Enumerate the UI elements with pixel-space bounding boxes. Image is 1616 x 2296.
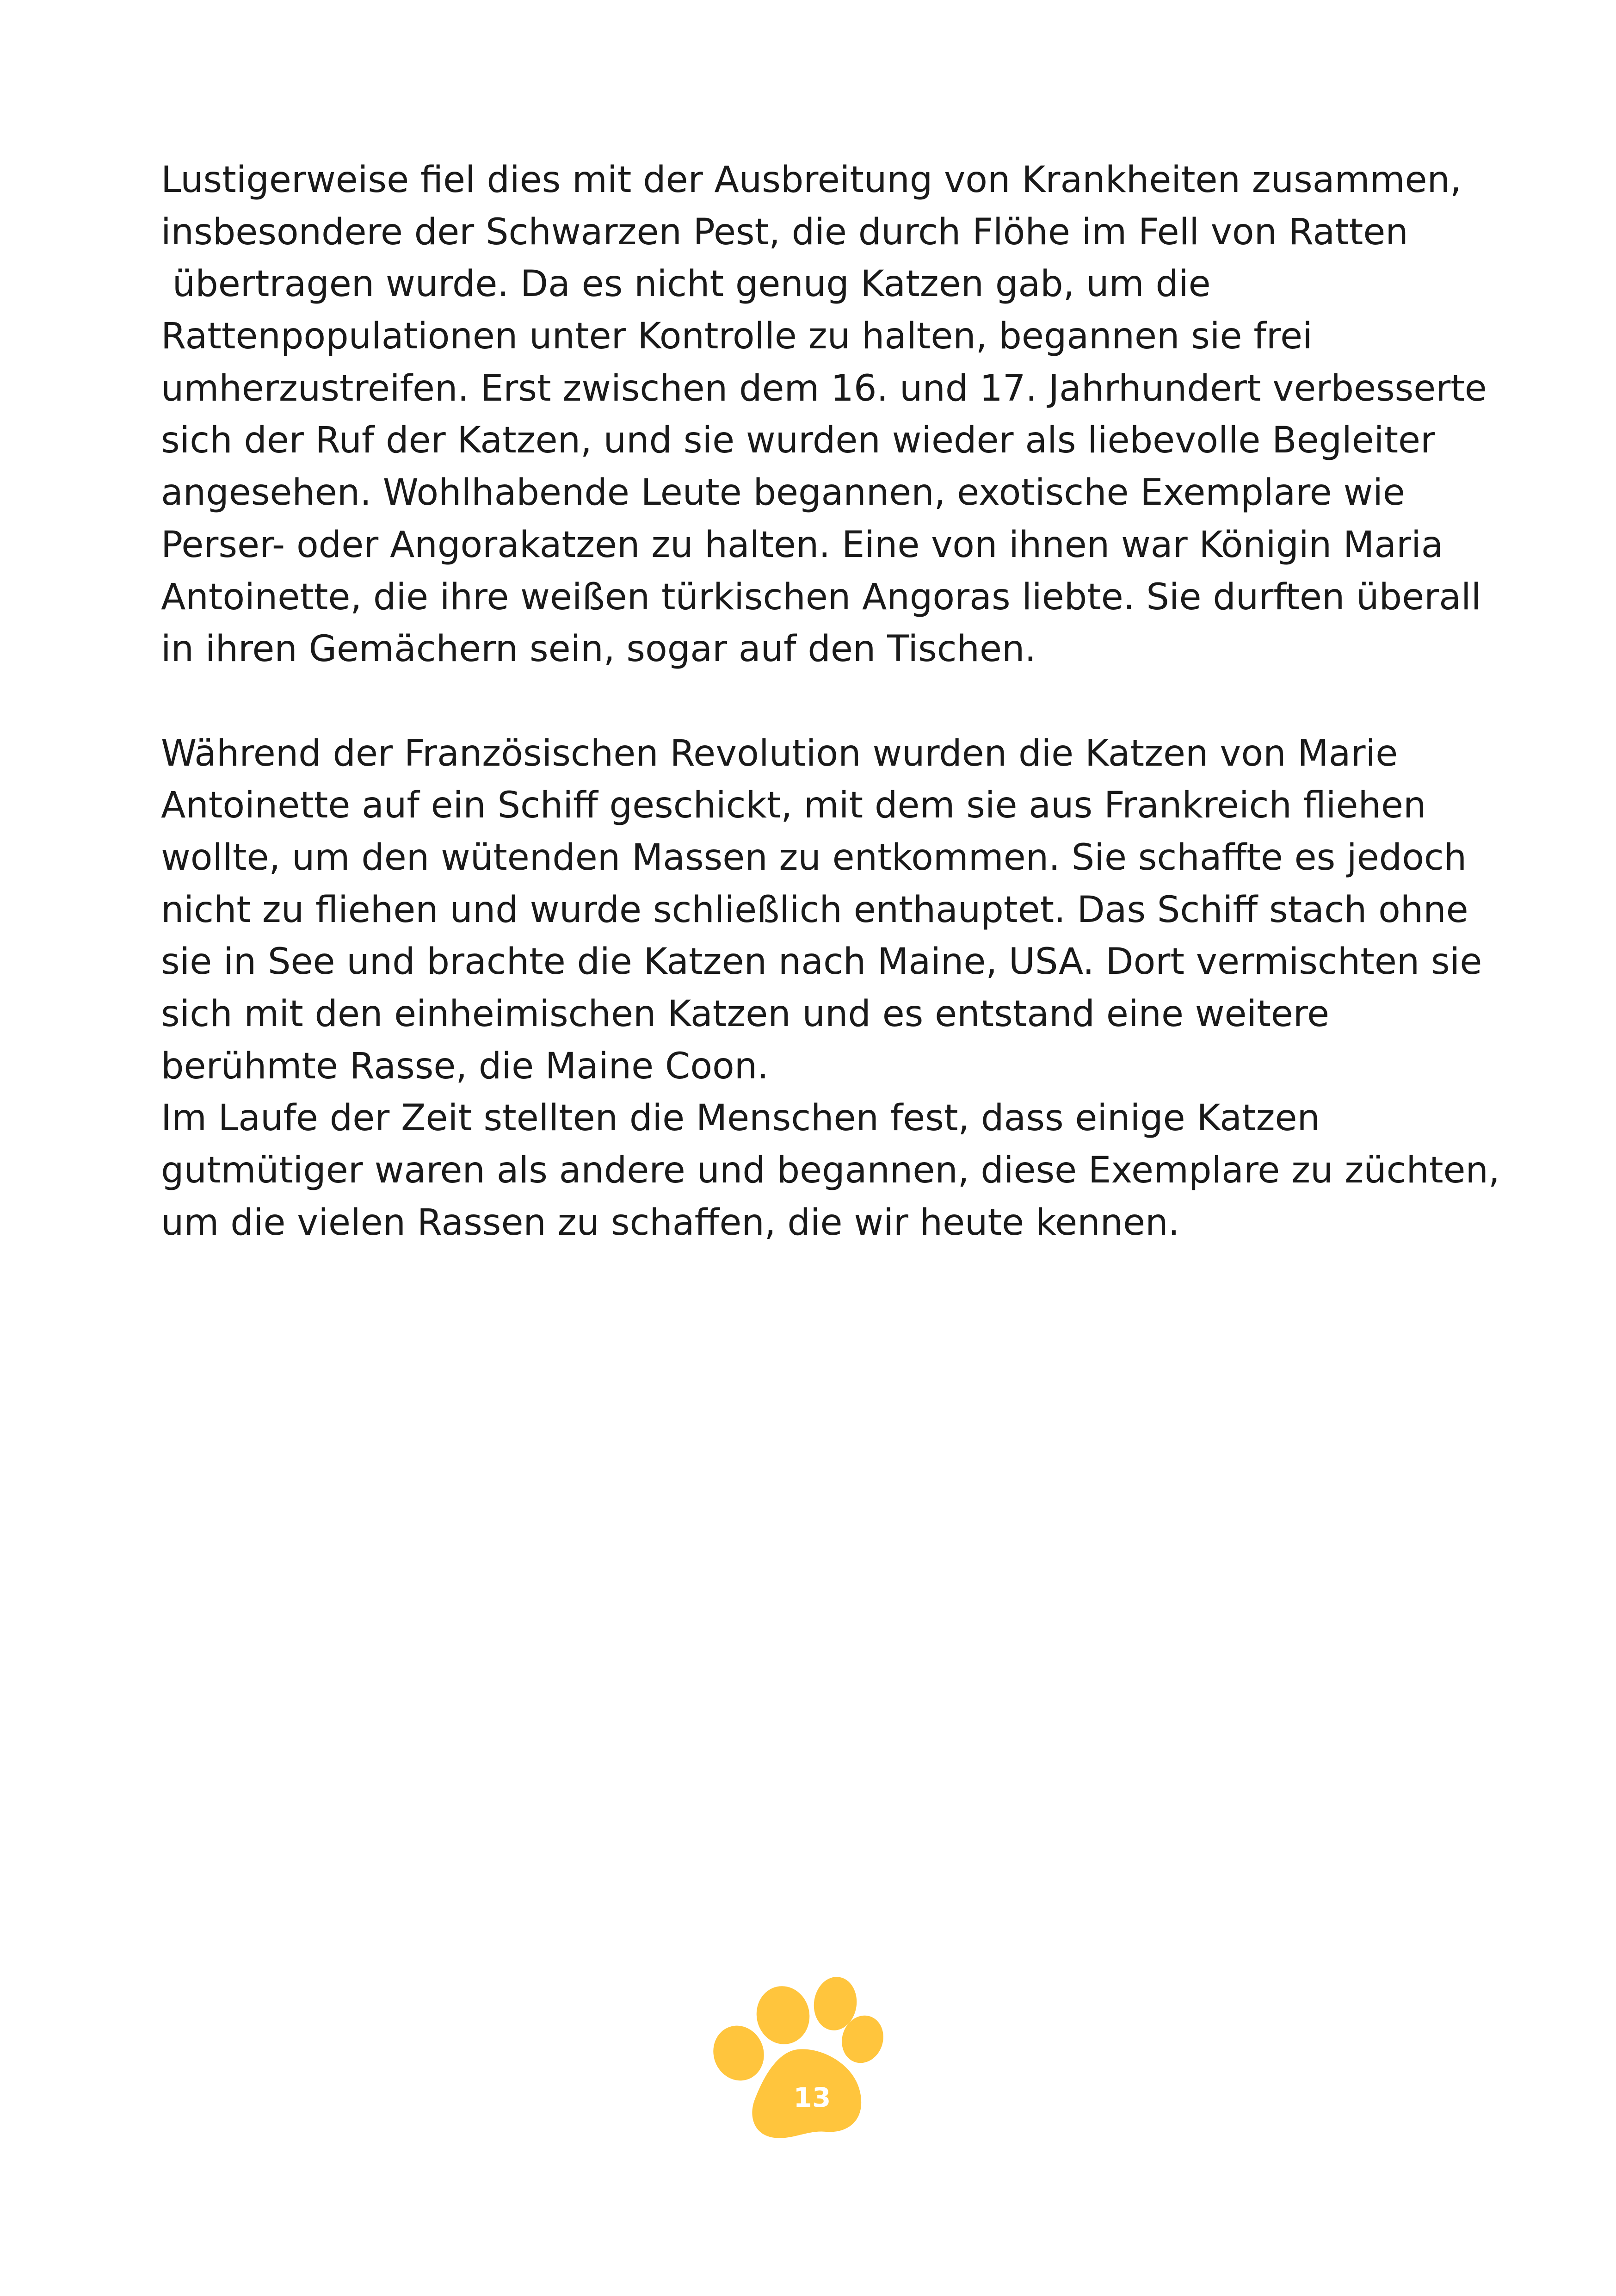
paw-toe [751, 1981, 815, 2049]
text-line: Im Laufe der Zeit stellten die Menschen fest, dass einige Katzen [161, 1097, 1320, 1139]
paragraph [161, 1092, 1502, 1249]
paragraph [161, 728, 1502, 1093]
text-line: Lustigerweise fiel dies mit der Ausbreitung von Krankheiten zusammen, [161, 159, 1462, 201]
paragraph-gap [161, 675, 1502, 728]
page-number: 13 [793, 2082, 831, 2114]
text-line: Perser- oder Angorakatzen zu halten. Eine von ihnen war Königin Maria [161, 524, 1443, 566]
text-line: übertragen wurde. Da es nicht genug Katzen gab, um die [161, 263, 1211, 305]
text-line: Antoinette, die ihre weißen türkischen Angoras liebte. Sie durften überall [161, 576, 1481, 618]
text-line: sich der Ruf der Katzen, und sie wurden wieder als liebevolle Begleiter [161, 420, 1436, 462]
paragraph [161, 154, 1502, 675]
text-line: Rattenpopulationen unter Kontrolle zu halten, begannen sie frei [161, 316, 1313, 358]
text-line: gutmütiger waren als andere und begannen, diese Exemplare zu züchten, [161, 1150, 1500, 1192]
text-line: nicht zu fliehen und wurde schließlich enthauptet. Das Schiff stach ohne [161, 889, 1468, 931]
text-line: umherzustreifen. Erst zwischen dem 16. und 17. Jahrhundert verbesserte [161, 367, 1487, 409]
text-line: berühmte Rasse, die Maine Coon. [161, 1045, 769, 1087]
body-text [161, 154, 1502, 1249]
text-line: um die vielen Rassen zu schaffen, die wir heute kennen. [161, 1201, 1180, 1244]
text-line: insbesondere der Schwarzen Pest, die durch Flöhe im Fell von Ratten [161, 211, 1408, 253]
text-line: sich mit den einheimischen Katzen und es entstand eine weitere [161, 993, 1330, 1035]
paw-icon [709, 1972, 883, 2146]
text-line: wollte, um den wütenden Massen zu entkommen. Sie schaffte es jedoch [161, 836, 1467, 879]
text-line: angesehen. Wohlhabende Leute begannen, exotische Exemplare wie [161, 472, 1405, 514]
text-line: in ihren Gemächern sein, sogar auf den Tischen. [161, 628, 1036, 670]
text-line: Antoinette auf ein Schiff geschickt, mit dem sie aus Frankreich fliehen [161, 785, 1426, 827]
text-line: Während der Französischen Revolution wurden die Katzen von Marie [161, 732, 1398, 774]
text-line: sie in See und brachte die Katzen nach Maine, USA. Dort vermischten sie [161, 941, 1482, 983]
page-number-badge [709, 1972, 883, 2146]
